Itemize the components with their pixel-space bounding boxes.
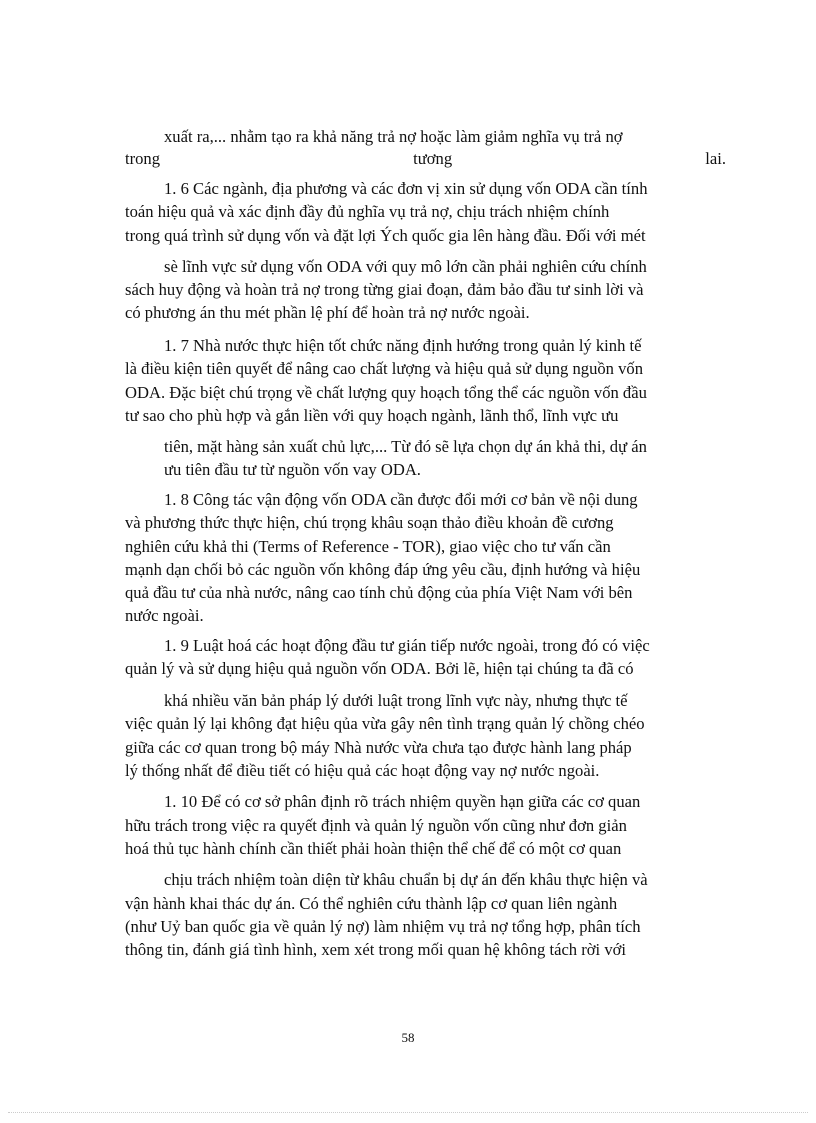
page-number: 58	[401, 1030, 415, 1045]
text-line: trong quá trình sử dụng vốn và đặt lợi Ých quốc gia lên hàng đầu. Đối với mét	[125, 226, 646, 245]
paragraph-heading-line: 1. 9 Luật hoá các hoạt động đầu tư gián tiếp nước ngoài, trong đó có việc	[164, 636, 650, 655]
text-line: lý thống nhất để điều tiết có hiệu quả các hoạt động vay nợ nước ngoài.	[125, 761, 600, 780]
text-line: khá nhiều văn bản pháp lý dưới luật trong lĩnh vực này, nhưng thực tế	[164, 691, 628, 710]
paragraph-heading-line: 1. 8 Công tác vận động vốn ODA cần được đổi mới cơ bản về nội dung	[164, 490, 638, 509]
text-line: hữu trách trong việc ra quyết định và quản lý nguồn vốn cũng như đơn giản	[125, 816, 627, 835]
text-line: ODA. Đặc biệt chú trọng về chất lượng quy hoạch tổng thể các nguồn vốn đầu	[125, 383, 647, 402]
text-line: sách huy động và hoàn trả nợ trong từng giai đoạn, đảm bảo đầu tư sinh lời và	[125, 280, 644, 299]
text-line: và phương thức thực hiện, chú trọng khâu soạn thảo điều khoản đề cương	[125, 513, 614, 532]
text-line: toán hiệu quả và xác định đầy đủ nghĩa vụ trả nợ, chịu trách nhiệm chính	[125, 202, 610, 221]
text-line: xuất ra,... nhằm tạo ra khả năng trả nợ hoặc làm giảm nghĩa vụ trả nợ	[164, 127, 623, 146]
paragraph-heading-line: 1. 6 Các ngành, địa phương và các đơn vị xin sử dụng vốn ODA cần tính	[164, 179, 648, 198]
text-line-justified	[125, 148, 726, 170]
text-line: quản lý và sử dụng hiệu quả nguồn vốn ODA. Bởi lẽ, hiện tại chúng ta đã có	[125, 659, 634, 678]
text-line: chịu trách nhiệm toàn diện từ khâu chuẩn bị dự án đến khâu thực hiện và	[164, 870, 648, 889]
paragraph-heading-line: 1. 7 Nhà nước thực hiện tốt chức năng định hướng trong quản lý kinh tế	[164, 336, 642, 355]
page-bottom-divider	[8, 1112, 808, 1113]
text-line: thông tin, đánh giá tình hình, xem xét trong mối quan hệ không tách rời với	[125, 940, 626, 959]
text-line: mạnh dạn chối bỏ các nguồn vốn không đáp ứng yêu cầu, định hướng và hiệu	[125, 560, 641, 579]
text-word: tương	[413, 149, 453, 168]
text-line: việc quản lý lại không đạt hiệu qủa vừa gây nên tình trạng quản lý chồng chéo	[125, 714, 645, 733]
text-line: giữa các cơ quan trong bộ máy Nhà nước vừa chưa tạo được hành lang pháp	[125, 738, 632, 757]
text-word: lai.	[705, 149, 726, 168]
text-line: nghiên cứu khả thi (Terms of Reference - TOR), giao việc cho tư vấn cần	[125, 537, 611, 556]
text-word: trong	[125, 149, 161, 168]
text-line: sè lĩnh vực sử dụng vốn ODA với quy mô lớn cần phải nghiên cứu chính	[164, 257, 647, 276]
text-line: quả đầu tư của nhà nước, nâng cao tính chủ động của phía Việt Nam với bên	[125, 583, 633, 602]
text-line: ưu tiên đầu tư từ nguồn vốn vay ODA.	[164, 460, 421, 479]
text-line: tiên, mặt hàng sản xuất chủ lực,... Từ đó sẽ lựa chọn dự án khả thi, dự án	[164, 437, 647, 456]
text-line: nước ngoài.	[125, 606, 204, 625]
text-line: tư sao cho phù hợp và gắn liền với quy hoạch ngành, lãnh thổ, lĩnh vực ưu	[125, 406, 619, 425]
text-line: là điều kiện tiên quyết để nâng cao chất lượng và hiệu quả sử dụng nguồn vốn	[125, 359, 643, 378]
text-line: vận hành khai thác dự án. Có thể nghiên cứu thành lập cơ quan liên ngành	[125, 894, 618, 913]
paragraph-heading-line: 1. 10 Để có cơ sở phân định rõ trách nhiệm quyền hạn giữa các cơ quan	[164, 792, 641, 811]
text-line: hoá thủ tục hành chính cần thiết phải hoàn thiện thể chế để có một cơ quan	[125, 839, 622, 858]
text-line: có phương án thu mét phần lệ phí để hoàn trả nợ nước ngoài.	[125, 303, 530, 322]
text-line: (như Uỷ ban quốc gia về quản lý nợ) làm nhiệm vụ trả nợ tổng hợp, phân tích	[125, 917, 641, 936]
